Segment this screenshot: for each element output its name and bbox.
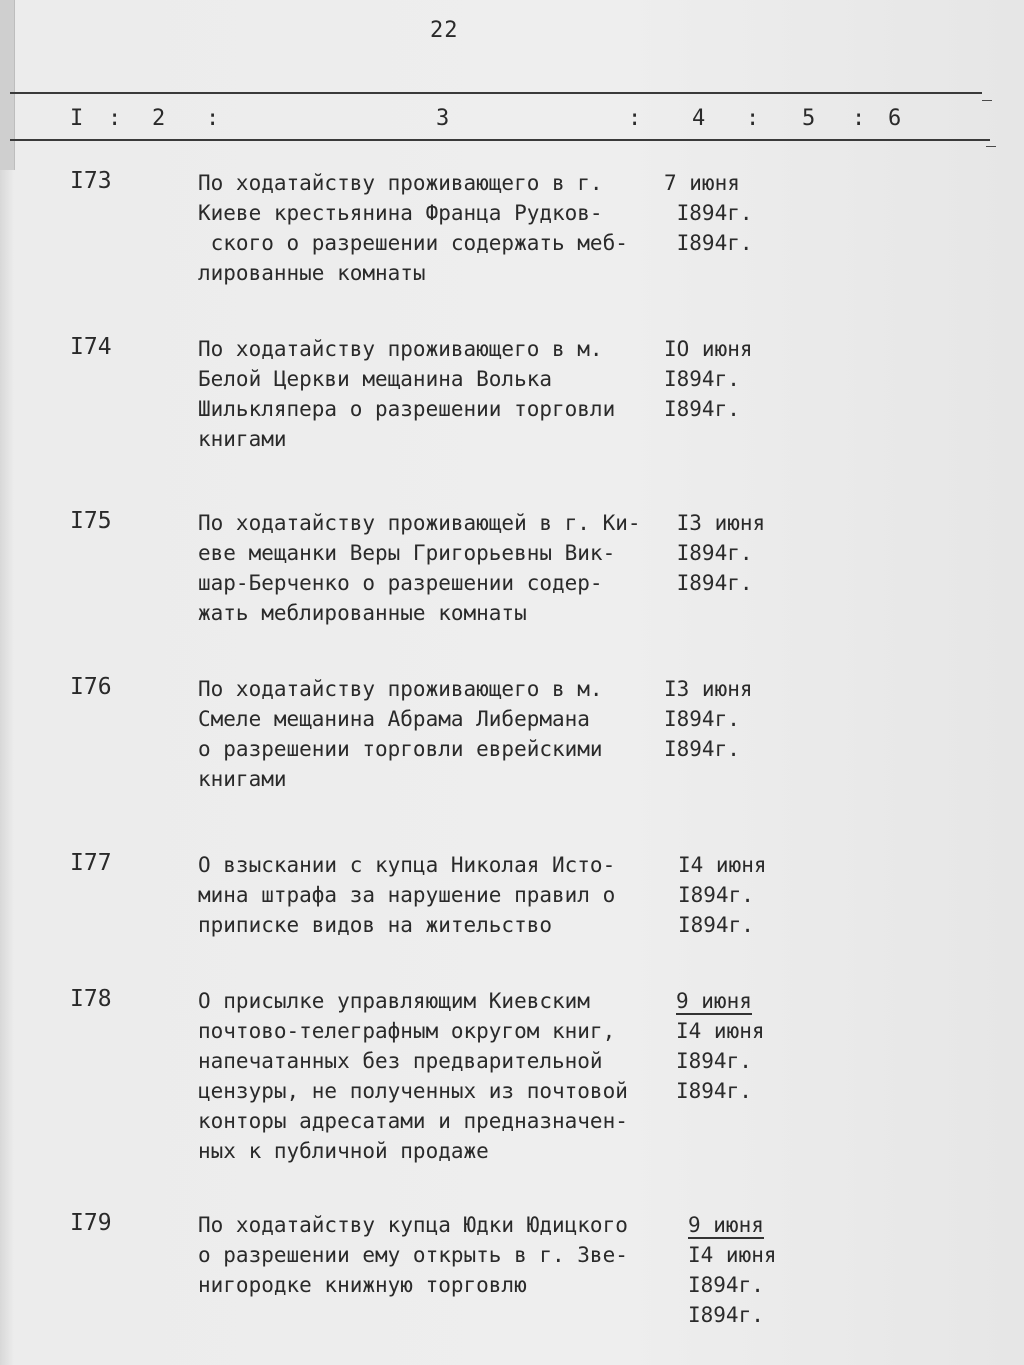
entry-dates [664, 508, 765, 598]
entry-description [198, 674, 668, 794]
date-line: I894г. [678, 883, 754, 907]
date-line: I894г. [664, 737, 740, 761]
entry-dates [678, 850, 767, 940]
description-line: напечатанных без предварительной [198, 1049, 603, 1073]
description-line: мина штрафа за нарушение правил о [198, 883, 616, 907]
description-line: шар-Берченко о разрешении содер- [198, 571, 603, 595]
description-line: о разрешении ему открыть в г. Зве- [198, 1243, 628, 1267]
description-line: еве мещанки Веры Григорьевны Вик- [198, 541, 616, 565]
date-line: I894г. [676, 1049, 752, 1073]
date-line: IO июня [664, 337, 753, 361]
column-header-2: 2 [152, 106, 166, 131]
date-underlined: 9 июня [688, 1213, 764, 1237]
date-line: I4 июня [688, 1243, 777, 1267]
date-line: I894г. [688, 1303, 764, 1327]
date-line: I894г. [688, 1273, 764, 1297]
description-line: нигородке книжную торговлю [198, 1273, 527, 1297]
column-header-3: 3 [436, 106, 450, 131]
description-line: конторы адресатами и предназначен- [198, 1109, 628, 1133]
description-line: книгами [198, 767, 287, 791]
entry-dates [664, 334, 753, 424]
description-line: о разрешении торговли еврейскими [198, 737, 603, 761]
column-separator: : [108, 106, 122, 131]
column-header-5: 5 [802, 106, 816, 131]
entry-description [198, 850, 668, 940]
entry-description [198, 986, 668, 1166]
date-line: I3 июня [664, 511, 766, 535]
entry-dates [676, 986, 765, 1106]
entry-number: I78 [70, 986, 112, 1012]
date-line [676, 986, 765, 1016]
date-line: I894г. [664, 707, 740, 731]
date-line: I894г. [664, 231, 753, 255]
page-number: 22 [430, 18, 459, 43]
description-line: ных к публичной продаже [198, 1139, 489, 1163]
entry-description [198, 508, 668, 628]
description-line: По ходатайству проживающего в м. [198, 337, 603, 361]
date-line: I894г. [664, 397, 740, 421]
entry-number: I76 [70, 674, 112, 700]
binding-edge [0, 0, 15, 170]
header-rule-tick [982, 100, 992, 101]
entry-description [198, 1210, 668, 1300]
description-line: книгами [198, 427, 287, 451]
description-line: ского о разрешении содержать меб- [198, 231, 628, 255]
entry-dates [664, 674, 753, 764]
description-line: О взыскании с купца Николая Исто- [198, 853, 616, 877]
entry-dates [664, 168, 753, 258]
column-header-6: 6 [888, 106, 902, 131]
date-line: I894г. [664, 541, 753, 565]
description-line: По ходатайству проживающей в г. Ки- [198, 511, 641, 535]
entry-description [198, 168, 668, 288]
date-line: I894г. [664, 201, 753, 225]
entry-number: I74 [70, 334, 112, 360]
date-line: I894г. [664, 367, 740, 391]
description-line: Белой Церкви мещанина Волька [198, 367, 553, 391]
description-line: О присылке управляющим Киевским [198, 989, 590, 1013]
entry-number: I73 [70, 168, 112, 194]
description-line: жать меблированные комнаты [198, 601, 527, 625]
date-line [688, 1210, 777, 1240]
entry-description [198, 334, 668, 454]
header-rule-bottom [10, 139, 990, 141]
description-line: По ходатайству проживающего в м. [198, 677, 603, 701]
entry-number: I79 [70, 1210, 112, 1236]
description-line: цензуры, не полученных из почтовой [198, 1079, 628, 1103]
description-line: почтово-телеграфным округом книг, [198, 1019, 616, 1043]
header-rule-top [10, 92, 982, 94]
description-line: приписке видов на жительство [198, 913, 553, 937]
entry-number: I77 [70, 850, 112, 876]
column-separator: : [628, 106, 642, 131]
description-line: Смеле мещанина Абрама Либермана [198, 707, 590, 731]
description-line: Киеве крестьянина Франца Рудков- [198, 201, 603, 225]
header-rule-tick [986, 146, 996, 147]
description-line: По ходатайству купца Юдки Юдицкого [198, 1213, 628, 1237]
date-line: I4 июня [676, 1019, 765, 1043]
date-line: I894г. [678, 913, 754, 937]
column-header-4: 4 [692, 106, 706, 131]
date-line: 7 июня [664, 171, 740, 195]
column-separator: : [206, 106, 220, 131]
description-line: лированные комнаты [198, 261, 426, 285]
column-header-1: I [70, 106, 84, 131]
entry-dates [688, 1210, 777, 1330]
date-line: I3 июня [664, 677, 753, 701]
date-line: I4 июня [678, 853, 767, 877]
column-separator: : [746, 106, 760, 131]
description-line: По ходатайству проживающего в г. [198, 171, 603, 195]
date-line: I894г. [676, 1079, 752, 1103]
date-line: I894г. [664, 571, 753, 595]
entry-number: I75 [70, 508, 112, 534]
description-line: Шилькляпера о разрешении торговли [198, 397, 616, 421]
date-underlined: 9 июня [676, 989, 752, 1013]
column-separator: : [852, 106, 866, 131]
